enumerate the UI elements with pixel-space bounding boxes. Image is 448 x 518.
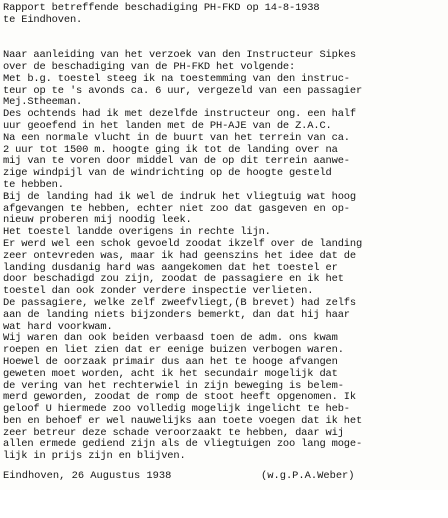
signature: (w.g.P.A.Weber) bbox=[261, 470, 355, 482]
body-line: aan de landing niets bijzonders bemerkt, dan dat hij haar bbox=[3, 308, 350, 321]
body-line: toestel dan ook zonder verdere inspectie verlieten. bbox=[3, 285, 314, 298]
body-line: merd geworden, zoodat de romp de stoot heeft opgenomen. Ik bbox=[3, 391, 356, 404]
body-line: ben en behoef er wel nauwelijks aan toete voegen dat ik het bbox=[3, 414, 363, 427]
place-and-date: Eindhoven, 26 Augustus 1938 bbox=[3, 470, 172, 482]
body-line: wat hard voorkwam. bbox=[3, 320, 113, 333]
blank-line bbox=[3, 27, 445, 39]
report-body bbox=[3, 50, 445, 463]
body-line: 2 uur tot 1500 m. hoogte ging ik tot de landing over na bbox=[3, 143, 338, 156]
body-line: roepen en liet zien dat er eenige buizen verbogen waren. bbox=[3, 344, 344, 357]
body-line: uur geoefend in het landen met de PH-AJE van de Z.A.C. bbox=[3, 119, 332, 132]
body-line: over de beschadiging van de PH-FKD het volgende: bbox=[3, 60, 296, 73]
body-line: mij van te voren door middel van de op dit terrein aanwe- bbox=[3, 155, 350, 168]
body-line: De passagiere, welke zelf zweefvliegt,(B brevet) had zelfs bbox=[3, 296, 356, 309]
body-line: Bij de landing had ik wel de indruk het vliegtuig wat hoog bbox=[3, 190, 356, 203]
header-title-line: Rapport betreffende beschadiging PH-FKD op 14-8-1938 bbox=[3, 2, 320, 14]
body-line: Wij waren dan ook beiden verbaasd toen de adm. ons kwam bbox=[3, 332, 338, 345]
body-line: geweten moet worden, acht ik het secundair mogelijk dat bbox=[3, 367, 338, 380]
body-line: afgevangen te hebben, echter niet zoo dat gasgeven en op- bbox=[3, 202, 350, 215]
body-line: allen ermede gediend zijn als de vliegtuigen zoo lang moge- bbox=[3, 438, 363, 451]
body-line: geloof U hiermede zoo volledig mogelijk ingelicht te heb- bbox=[3, 403, 350, 416]
body-line: Na een normale vlucht in de buurt van het terrein van ca. bbox=[3, 131, 350, 144]
body-line: teur op te 's avonds ca. 6 uur, vergezeld van een passagier bbox=[3, 84, 363, 97]
report-text bbox=[3, 3, 445, 463]
body-line: lijk in prijs zijn en blijven. bbox=[3, 450, 186, 463]
body-line: Hoewel de oorzaak primair dus aan het te hooge afvangen bbox=[3, 355, 338, 368]
body-line: nieuw proberen mij noodig leek. bbox=[3, 214, 192, 227]
body-line: zige windpijl van de windrichting op de hoogte gesteld bbox=[3, 167, 332, 180]
body-line: Er werd wel een schok gevoeld zoodat ikzelf over de landing bbox=[3, 237, 363, 250]
body-line: landing dusdanig hard was aangekomen dat het toestel er bbox=[3, 261, 338, 274]
report-header bbox=[3, 3, 445, 27]
body-line: Des ochtends had ik met dezelfde instructeur ong. een half bbox=[3, 108, 356, 121]
report-footer bbox=[3, 471, 443, 518]
body-line: door beschadigd zou zijn, zoodat de passagiere en ik het bbox=[3, 273, 344, 286]
body-line: Naar aanleiding van het verzoek van den Instructeur Sipkes bbox=[3, 49, 356, 62]
body-line: zeer betreur deze schade veroorzaakt te hebben, daar wij bbox=[3, 426, 344, 439]
body-line: Mej.Stheeman. bbox=[3, 96, 83, 109]
header-location-line: te Eindhoven. bbox=[3, 13, 83, 26]
body-line: de vering van het rechterwiel in zijn beweging is belem- bbox=[3, 379, 344, 392]
body-line: Met b.g. toestel steeg ik na toestemming van den instruc- bbox=[3, 72, 350, 85]
body-line: te hebben. bbox=[3, 178, 64, 191]
body-line: Het toestel landde overigens in rechte lijn. bbox=[3, 226, 271, 239]
body-line: zeer ontevreden was, maar ik had geenszins het idee dat de bbox=[3, 249, 356, 262]
